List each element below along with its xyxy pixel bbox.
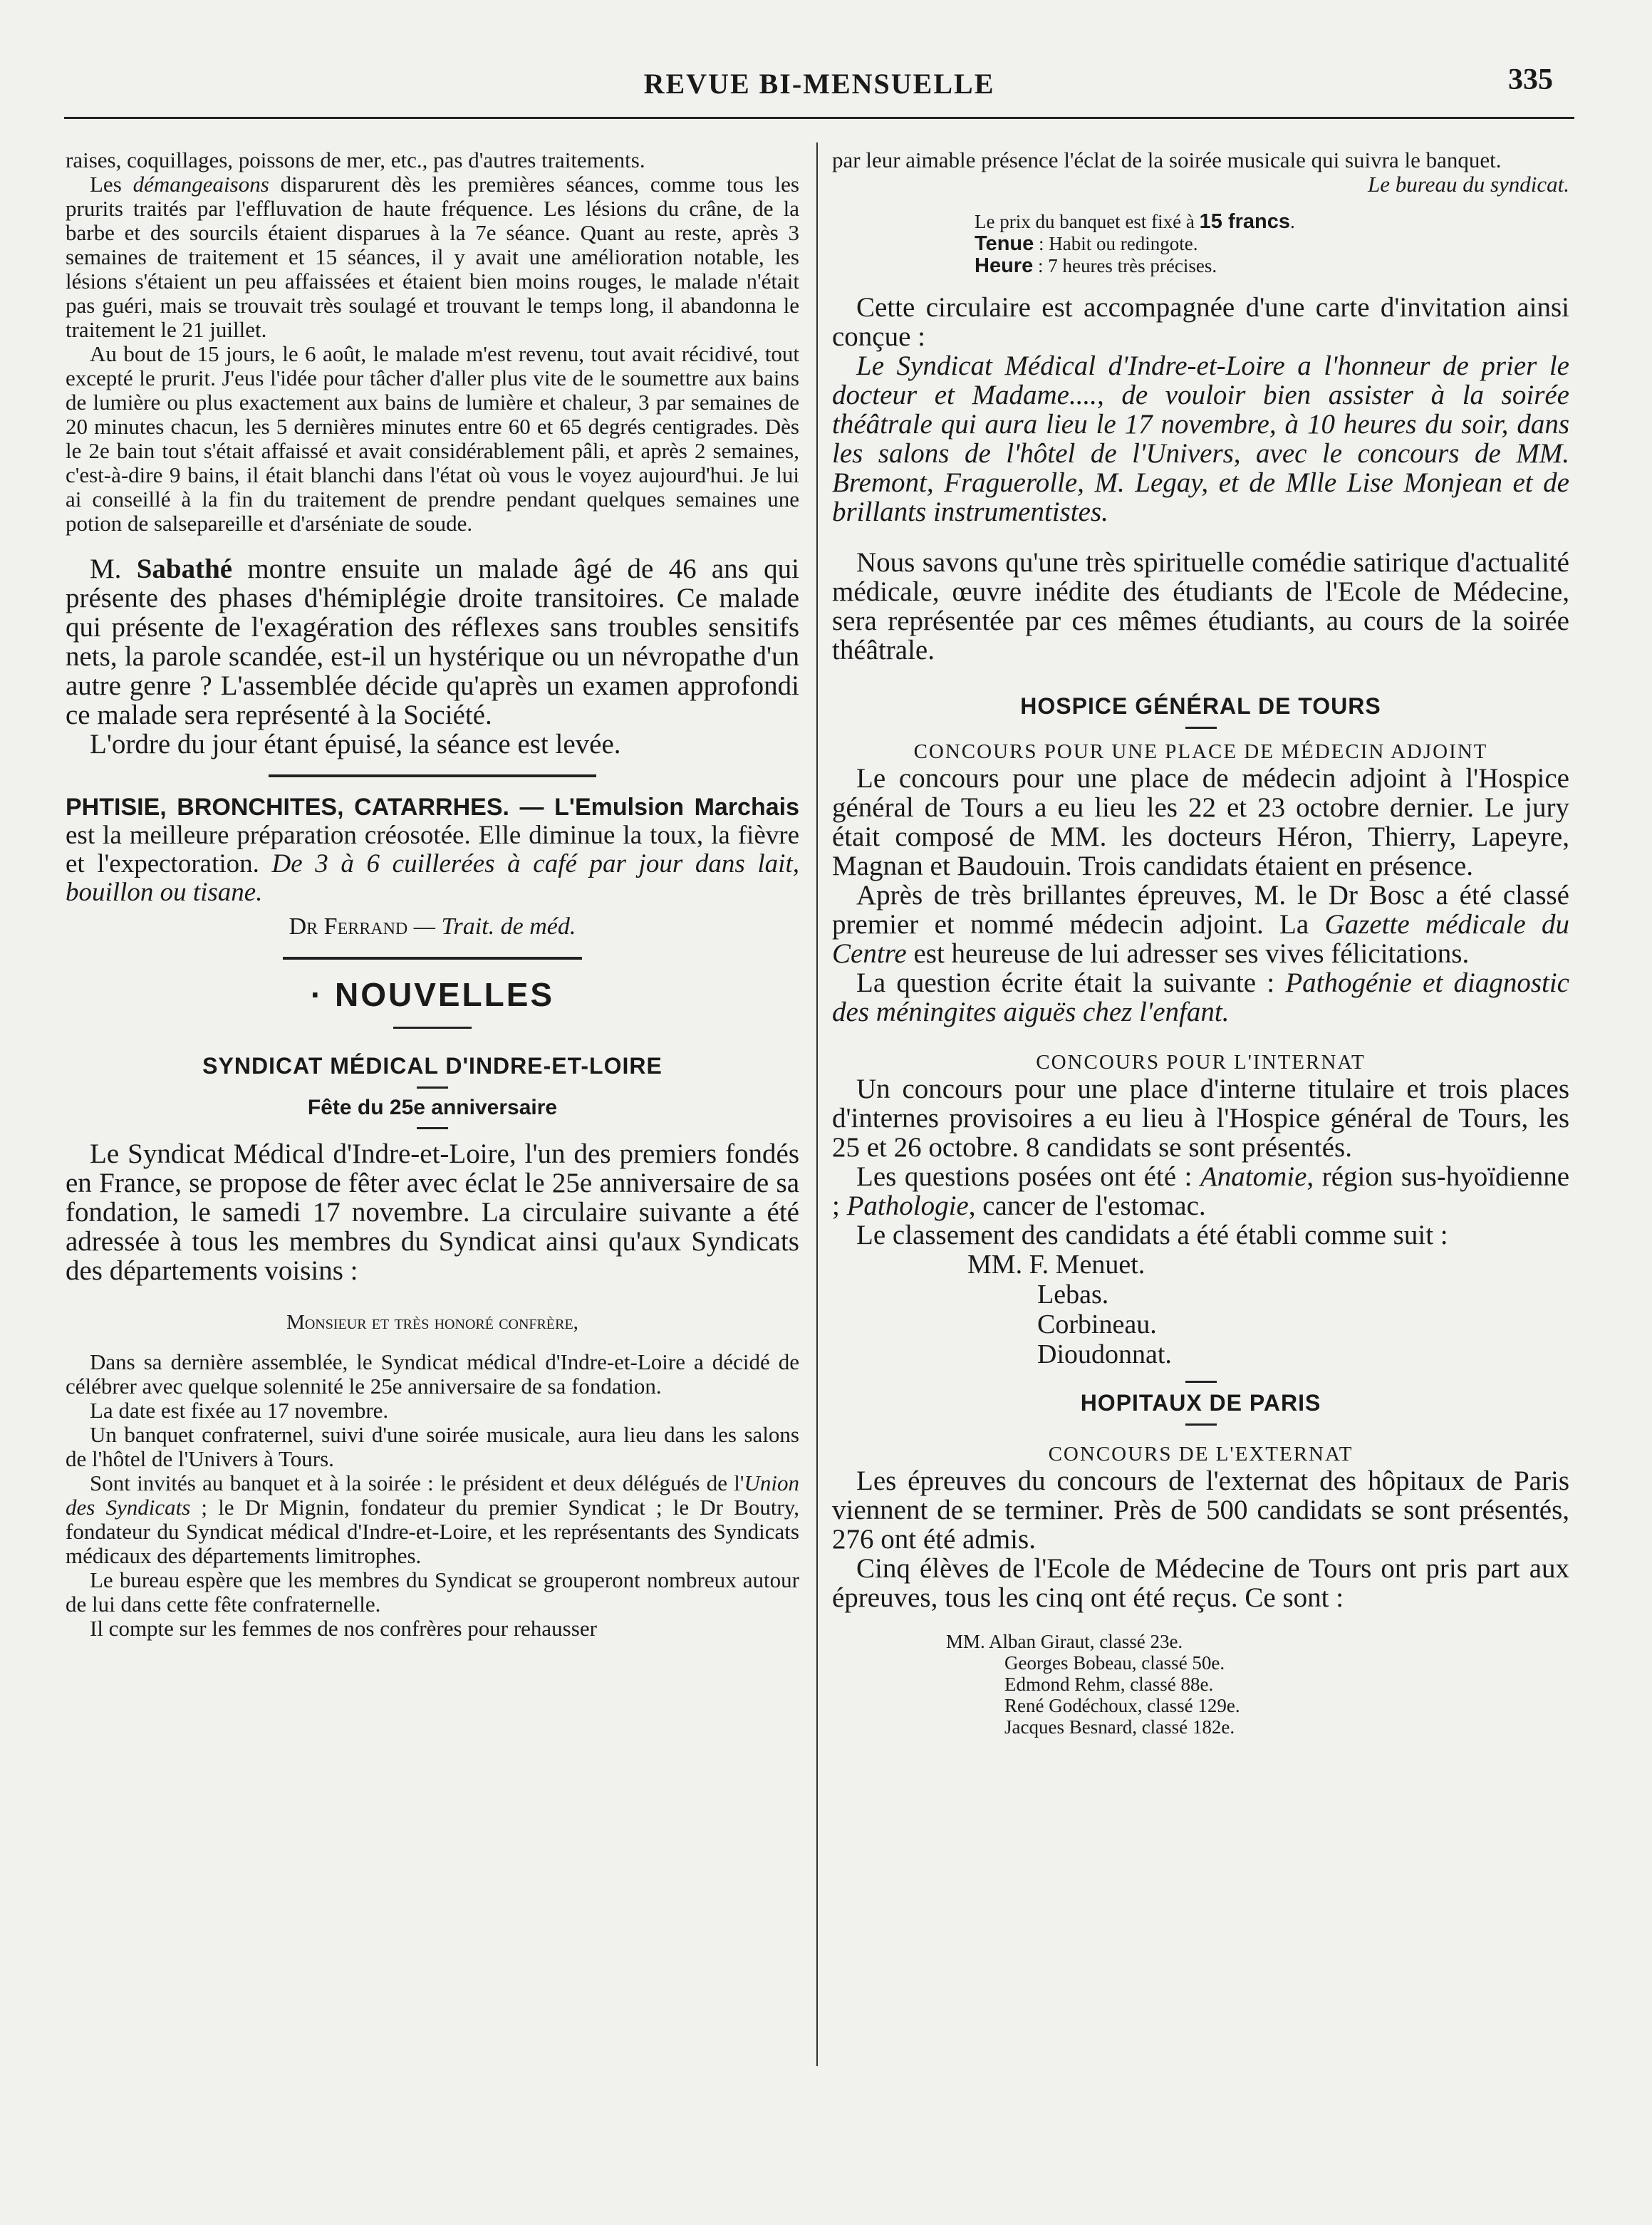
concours-adjoint-heading: CONCOURS POUR UNE PLACE DE MÉDECIN ADJOINT — [913, 740, 1488, 763]
paragraph-internat: Un concours pour une place d'interne titulaire et trois places d'internes provisoires a eu lieu à l'Hospice général de Tours, les 25 et 26 octobre. 8 candidats se sont présentés. — [832, 1074, 1569, 1163]
paragraph-externat: Les épreuves du concours de l'externat des hôpitaux de Paris viennent de se terminer. Près de 500 candidats se sont présentés, 276 ont été admis. — [832, 1466, 1569, 1555]
heading-dash — [417, 1127, 448, 1129]
circular-p6: Il compte sur les femmes de nos confrères pour rehausser — [90, 1616, 597, 1641]
circular-p4: Sont invités au banquet et à la soirée : le président et deux délégués de l'Union des Syndicats ; le Dr Mignin, fondateur du premier Syndicat ; le Dr Boutry, fondateur du Syndicat médical d'Indre-et-Loire, et les représentants des Syndicats médicaux des départements limitrophes. — [66, 1471, 799, 1568]
paragraph-recidive: Au bout de 15 jours, le 6 août, le malade m'est revenu, tout avait récidivé, tout excepté le prurit. J'eus l'idée pour tâcher d'aller plus vite de le soumettre aux bains de lumière ou plus exactement aux bains de lumière et chaleur, 3 par semaines de 20 minutes chacun, les 5 dernières minutes entre 60 et 65 degrés centigrades. Dès le 2e bain tout s'était affaissé et avait considérablement pâli, et après 2 semaines, c'est-à-dire 9 bains, il était blanchi dans l'état où vous le voyez aujourd'hui. Je lui ai conseillé à la fin du traitement de prendre pendant quelques semaines une potion de salsepareille et d'arséniate de soude. — [66, 341, 799, 536]
hospice-heading: HOSPICE GÉNÉRAL DE TOURS — [1020, 693, 1381, 719]
section-rule — [269, 774, 596, 777]
list-item: René Godéchoux, classé 129e. — [1004, 1695, 1240, 1716]
paragraph-demangeaisons: Les démangeaisons disparurent dès les premières séances, comme tous les prurits traités par l'effluvation de haute fréquence. Les lésions du crâne, de la barbe et des sourcils étaient disparues à la 7e séance. Quant au reste, après 3 semaines de traitement et 15 séances, il y avait une amélioration notable, les lésions s'étaient un peu affaissées et étaient bien moins rouges, le malade n'était pas guéri, mais se trouvait très soulagé et trouvant le temps long, il abandonna le traitement le 21 juillet. — [66, 172, 799, 342]
list-item: MM. F. Menuet. — [967, 1250, 1146, 1280]
list-item: Georges Bobeau, classé 50e. — [1004, 1652, 1225, 1674]
heading-dash — [1185, 727, 1217, 729]
banquet-info: Le prix du banquet est fixé à 15 francs. Tenue : Habit ou redingote. Heure : 7 heures très précises. — [975, 210, 1295, 277]
heading-dash — [393, 1027, 472, 1029]
paragraph-sabathe: M. Sabathé montre ensuite un malade âgé de 46 ans qui présente des phases d'hémiplégie droite transitoires. Ce malade qui présente de l'exagération des réflexes sans troubles sensitifs nets, la parole scandée, est-il un hystérique ou un névropathe d'un autre genre ? L'assemblée décide qu'après un examen approfondi ce malade sera représenté à la Société. — [66, 554, 799, 730]
heading-dash — [1185, 1381, 1217, 1383]
paragraph-syndicat: Le Syndicat Médical d'Indre-et-Loire, l'un des premiers fondés en France, se propose de fêter avec éclat le 25e anniversaire de sa fondation, le samedi 17 novembre. La circulaire suivante a été adressée à tous les membres du Syndicat ainsi qu'aux Syndicats des départements voisins : — [66, 1139, 799, 1286]
list-item: Jacques Besnard, classé 182e. — [1004, 1716, 1235, 1738]
section-rule-2 — [283, 957, 582, 960]
paragraph-eleves: Cinq élèves de l'Ecole de Médecine de Tours ont pris part aux épreuves, tous les cinq ont été reçus. Ce sont : — [832, 1553, 1569, 1613]
nouvelles-heading: · NOUVELLES — [310, 976, 555, 1013]
ad-headline: PHTISIE, BRONCHITES, CATARRHES. — L'Emulsion Marchais — [66, 794, 799, 821]
ad-signature: Dr Ferrand — Trait. de méd. — [289, 913, 576, 940]
list-item: MM. Alban Giraut, classé 23e. — [946, 1631, 1183, 1652]
column-divider — [816, 142, 818, 2066]
paragraph-comedie: Nous savons qu'une très spirituelle comédie satirique d'actualité médicale, œuvre inédite des étudiants de l'Ecole de Médecine, sera représentée par ces mêmes étudiants, au cours de la soirée théâtrale. — [832, 547, 1569, 665]
paragraph-questions: Les questions posées ont été : Anatomie, région sus-hyoïdienne ; Pathologie, cancer de l'estomac. — [832, 1161, 1570, 1221]
paragraph-traitements: raises, coquillages, poissons de mer, etc., pas d'autres traitements. — [66, 147, 645, 172]
salutation: Monsieur et très honoré confrère, — [286, 1311, 578, 1334]
paragraph-concours-adjoint: Le concours pour une place de médecin adjoint à l'Hospice général de Tours a eu lieu les 22 et 23 octobre dernier. Le jury était composé de MM. les docteurs Héron, Thierry, Lapeyre, Magnan et Baudouin. Trois candidats étaient en présence. — [832, 763, 1569, 881]
circular-p2: La date est fixée au 17 novembre. — [90, 1398, 389, 1423]
advertisement-emulsion: PHTISIE, BRONCHITES, CATARRHES. — L'Emulsion Marchais est la meilleure préparation créosotée. Elle diminue la toux, la fièvre et l'expectoration. De 3 à 6 cuillerées à café par jour dans lait, bouillon ou tisane. Dr Ferrand — Trait. de méd. — [66, 794, 799, 940]
circular-p6-continued: par leur aimable présence l'éclat de la soirée musicale qui suivra le banquet. — [832, 147, 1502, 172]
left-column — [66, 148, 799, 1641]
list-item: Edmond Rehm, classé 88e. — [1004, 1674, 1214, 1695]
bureau-signature: Le bureau du syndicat. — [1368, 172, 1569, 197]
paragraph-seance-levee: L'ordre du jour étant épuisé, la séance est levée. — [90, 729, 621, 759]
admis-list — [832, 1631, 1569, 1738]
circular-p1: Dans sa dernière assemblée, le Syndicat médical d'Indre-et-Loire a décidé de célébrer avec quelque solennité le 25e anniversaire de sa fondation. — [66, 1349, 799, 1399]
paragraph-bosc: Après de très brillantes épreuves, M. le Dr Bosc a été classé premier et nommé médecin adjoint. La Gazette médicale du Centre est heureuse de lui adresser ses vives félicitations. — [832, 880, 1569, 969]
circular-p5: Le bureau espère que les membres du Syndicat se grouperont nombreux autour de lui dans cette fête confraternelle. — [66, 1567, 799, 1617]
list-item: Lebas. — [1037, 1280, 1109, 1309]
syndicat-heading: SYNDICAT MÉDICAL D'INDRE-ET-LOIRE — [202, 1053, 663, 1079]
fete-heading: Fête du 25e anniversaire — [307, 1096, 558, 1119]
paris-heading: HOPITAUX DE PARIS — [1080, 1390, 1321, 1416]
paragraph-carte: Cette circulaire est accompagnée d'une carte d'invitation ainsi conçue : — [832, 292, 1569, 352]
list-item: Corbineau. — [1037, 1309, 1157, 1339]
paragraph-question: La question écrite était la suivante : Pathogénie et diagnostic des méningites aiguës chez l'enfant. — [832, 968, 1569, 1027]
paragraph-classement: Le classement des candidats a été établi comme suit : — [856, 1220, 1448, 1250]
invitation-text: Le Syndicat Médical d'Indre-et-Loire a l'honneur de prier le docteur et Madame...., de vouloir bien assister à la soirée théâtrale qui aura lieu le 17 novembre, à 10 heures du soir, dans les salons de l'hôtel de l'Univers, avec le concours de MM. Bremont, Fraguerolle, M. Legay, et de Mlle Lise Monjean et de brillants instrumentistes. — [832, 351, 1569, 527]
internat-heading: CONCOURS POUR L'INTERNAT — [1036, 1051, 1366, 1074]
page-header — [64, 63, 1574, 120]
page-number: 335 — [1508, 63, 1553, 96]
internes-list — [832, 1250, 1569, 1369]
author-name: Sabathé — [136, 554, 233, 584]
heading-dash — [1185, 1423, 1217, 1426]
externat-heading: CONCOURS DE L'EXTERNAT — [1048, 1443, 1354, 1466]
running-title: REVUE BI-MENSUELLE — [643, 68, 995, 100]
heading-dash — [417, 1086, 448, 1089]
right-column — [832, 148, 1569, 1738]
list-item: Dioudonnat. — [1037, 1339, 1172, 1369]
circular-p3: Un banquet confraternel, suivi d'une soirée musicale, aura lieu dans les salons de l'hôtel de l'Univers à Tours. — [66, 1422, 799, 1471]
header-rule — [64, 117, 1574, 119]
